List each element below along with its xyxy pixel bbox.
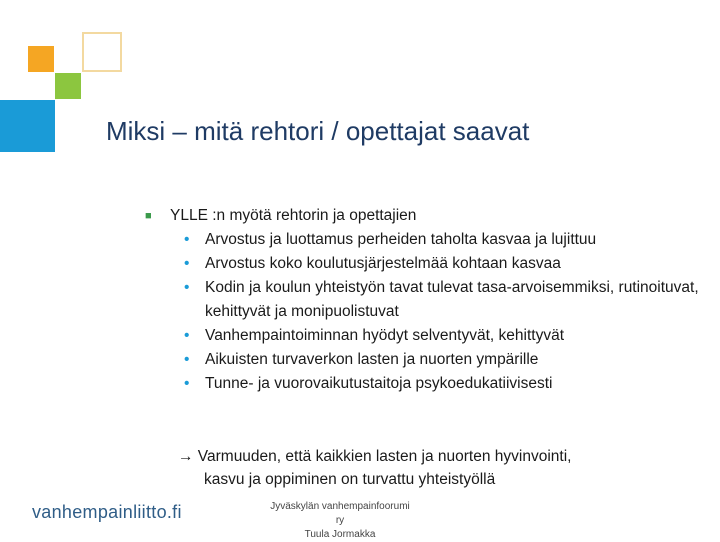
bullet-dot-icon: • [184,279,190,296]
main-bullet-text: YLLE :n myötä rehtorin ja opettajien [170,207,417,224]
list-item: • Vanhempaintoiminnan hyödyt selventyvät, kehittyvät [145,324,705,348]
conclusion-line-2: kasvu ja oppiminen on turvattu yhteistyöllä [204,471,496,488]
decor-orange-square [28,46,54,72]
list-item: • Tunne- ja vuorovaikutustaitoja psykoedukatiivisesti [145,372,705,396]
list-item: • Arvostus ja luottamus perheiden taholta kasvaa ja lujittuu [145,228,705,252]
footer-organization: Jyväskylän vanhempainfoorumi ry [270,501,410,526]
conclusion [178,445,698,491]
slide-content [145,204,705,396]
brand-logo-text: vanhempainliitto.fi [32,502,182,522]
conclusion-line-1: → Varmuuden, että kaikkien lasten ja nuorten hyvinvointi, [178,448,572,465]
sub-bullet-list [145,228,705,396]
square-bullet-icon: ■ [145,210,152,222]
list-item: • Aikuisten turvaverkon lasten ja nuorten ympärille [145,348,705,372]
list-item: • Arvostus koko koulutusjärjestelmää kohtaan kasvaa [145,252,705,276]
footer-author: Tuula Jormakka [304,529,376,540]
main-bullet [145,204,705,228]
decor-blue-square [0,100,55,152]
decor-green-square [55,73,81,99]
slide-title: Miksi – mitä rehtori / opettajat saavat [106,116,530,146]
bullet-dot-icon: • [184,327,190,344]
list-item: • Kodin ja koulun yhteistyön tavat tulevat tasa-arvoisemmiksi, rutinoituvat, kehittyvät ja monipuolistuvat [145,276,705,324]
bullet-dot-icon: • [184,231,190,248]
bullet-dot-icon: • [184,351,190,368]
decor-outline-square [82,32,122,72]
bullet-dot-icon: • [184,255,190,272]
bullet-dot-icon: • [184,375,190,392]
footer [270,500,410,542]
